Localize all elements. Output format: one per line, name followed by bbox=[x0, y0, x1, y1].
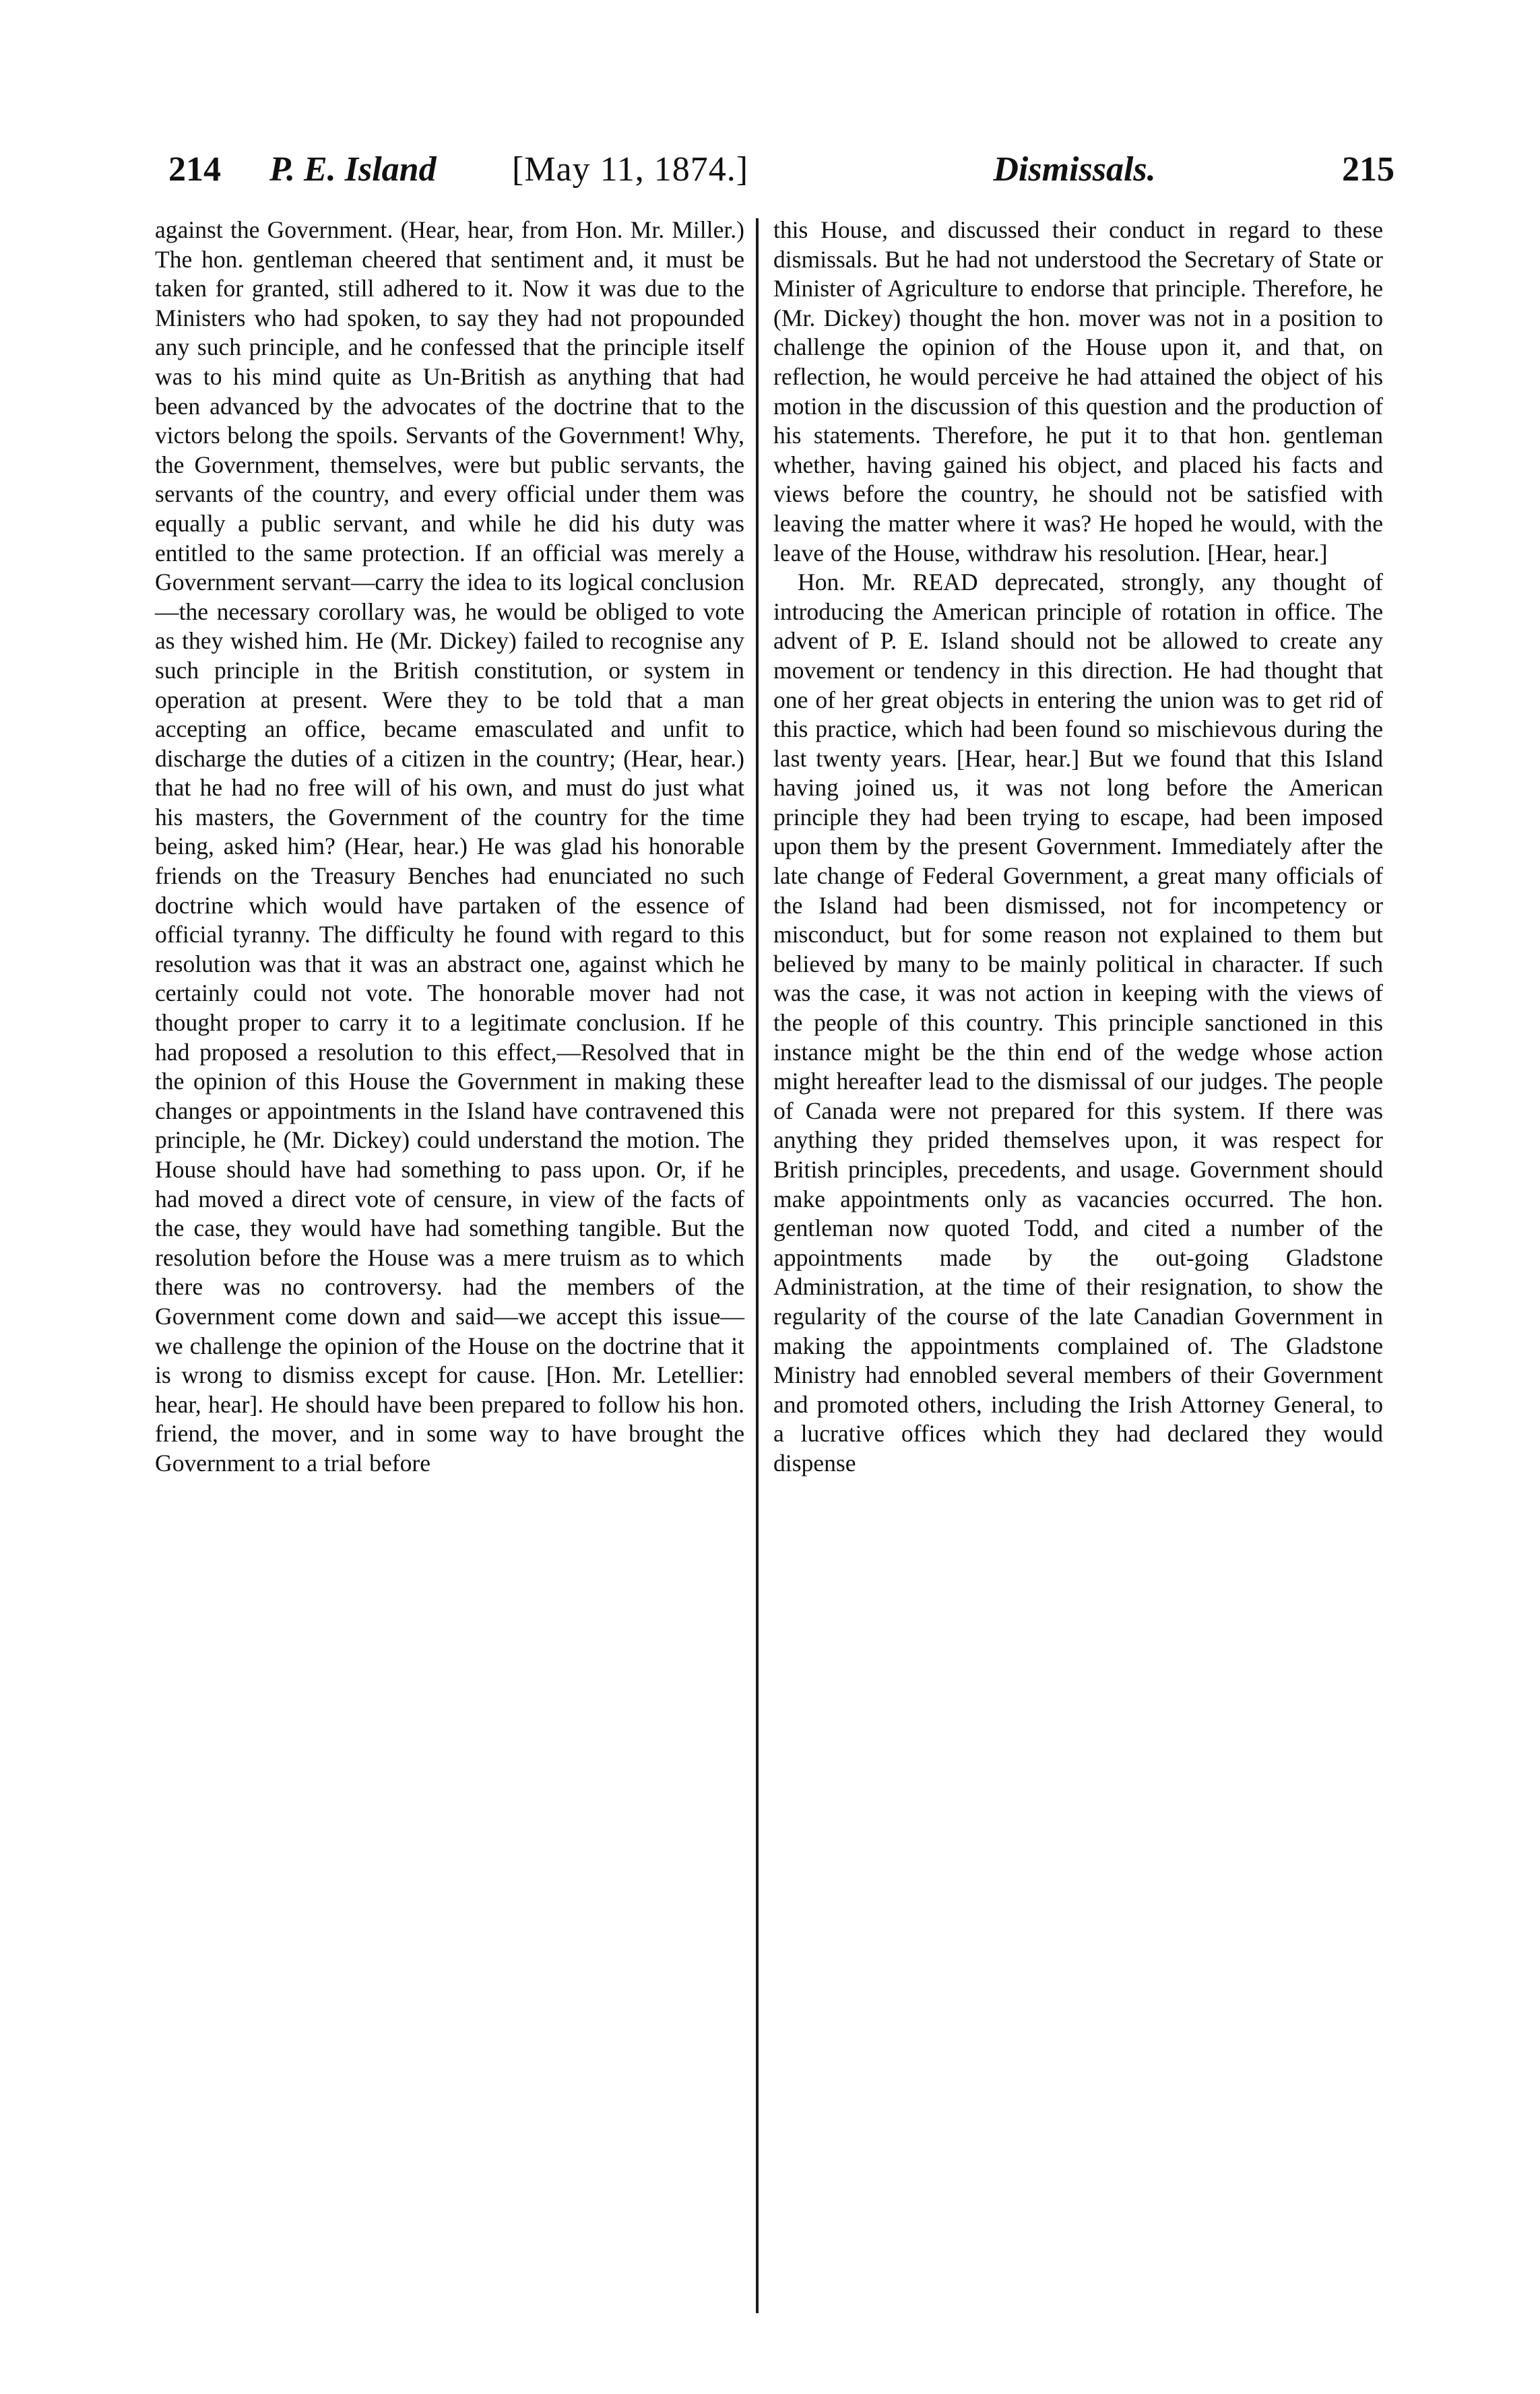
column-divider bbox=[756, 218, 759, 2313]
page-header bbox=[168, 150, 1394, 197]
running-title-right: Dismissals. bbox=[993, 150, 1156, 189]
right-paragraph-1: this House, and discussed their conduct in regard to these dismissals. But he had not understood the Secretary of State or Minister of Agriculture to endorse that principle. Therefore, he (Mr. Dickey) thought the hon. mover was not in a position to challenge the opinion of the House upon it, and that, on reflection, he would perceive he had attained the object of his motion in the discussion of this question and the production of his statements. Therefore, he put it to that hon. gentleman whether, having gained his object, and placed his facts and views before the country, he should not be satisfied with leaving the matter where it was? He hoped he would, with the leave of the House, withdraw his resolution. [Hear, hear.] bbox=[773, 216, 1383, 567]
right-column bbox=[773, 216, 1383, 2297]
page-number-left: 214 bbox=[168, 150, 221, 189]
right-paragraph-2: Hon. Mr. READ deprecated, strongly, any thought of introducing the American principle of rotation in office. The advent of P. E. Island should not be allowed to create any movement or tendency in this direction. He had thought that one of her great objects in entering the union was to get rid of this practice, which had been found so mischievous during the last twenty years. [Hear, hear.] But we found that this Island having joined us, it was not long before the American principle they had been trying to escape, had been imposed upon them by the present Government. Immediately after the late change of Federal Government, a great many officials of the Island had been dismissed, not for incompetency or misconduct, but for some reason not explained to them but believed by many to be mainly political in character. If such was the case, it was not action in keeping with the views of the people of this country. This principle sanctioned in this instance might be the thin end of the wedge whose action might hereafter lead to the dismissal of our judges. The people of Canada were not prepared for this system. If there was anything they prided themselves upon, it was respect for British principles, precedents, and usage. Government should make appointments only as vacancies occurred. The hon. gentleman now quoted Todd, and cited a number of the appointments made by the out-going Gladstone Administration, at the time of their resignation, to show the regularity of the course of the late Canadian Government in making the appointments complained of. The Gladstone Ministry had ennobled several members of their Government and promoted others, including the Irish Attorney General, to a lucrative offices which they had declared they would dispense bbox=[773, 569, 1383, 1477]
running-date: [May 11, 1874.] bbox=[512, 150, 749, 189]
running-title-left: P. E. Island bbox=[269, 150, 437, 189]
left-column bbox=[155, 216, 744, 2297]
page-number-right: 215 bbox=[1342, 150, 1394, 189]
left-paragraph-1: against the Government. (Hear, hear, from Hon. Mr. Miller.) The hon. gentleman cheered that sentiment and, it must be taken for granted, still adhered to it. Now it was due to the Ministers who had spoken, to say they had not propounded any such principle, and he confessed that the principle itself was to his mind quite as Un-British as anything that had been advanced by the advocates of the doctrine that to the victors belong the spoils. Servants of the Government! Why, the Government, themselves, were but public servants, the servants of the country, and every official under them was equally a public servant, and while he did his duty was entitled to the same protection. If an official was merely a Government servant—carry the idea to its logical conclusion—the necessary corollary was, he would be obliged to vote as they wished him. He (Mr. Dickey) failed to recognise any such principle in the British constitution, or system in operation at present. Were they to be told that a man accepting an office, became emasculated and unfit to discharge the duties of a citizen in the country; (Hear, hear.) that he had no free will of his own, and must do just what his masters, the Government of the country for the time being, asked him? (Hear, hear.) He was glad his honorable friends on the Treasury Benches had enunciated no such doctrine which would have partaken of the essence of official tyranny. The difficulty he found with regard to this resolution was that it was an abstract one, against which he certainly could not vote. The honorable mover had not thought proper to carry it to a legitimate conclusion. If he had proposed a resolution to this effect,—Resolved that in the opinion of this House the Government in making these changes or appointments in the Island have contravened this principle, he (Mr. Dickey) could understand the motion. The House should have had something to pass upon. Or, if he had moved a direct vote of censure, in view of the facts of the case, they would have had something tangible. But the resolution before the House was a mere truism as to which there was no controversy. had the members of the Government come down and said—we accept this issue—we challenge the opinion of the House on the doctrine that it is wrong to dismiss except for cause. [Hon. Mr. Letellier: hear, hear]. He should have been prepared to follow his hon. friend, the mover, and in some way to have brought the Government to a trial before bbox=[155, 216, 744, 1477]
